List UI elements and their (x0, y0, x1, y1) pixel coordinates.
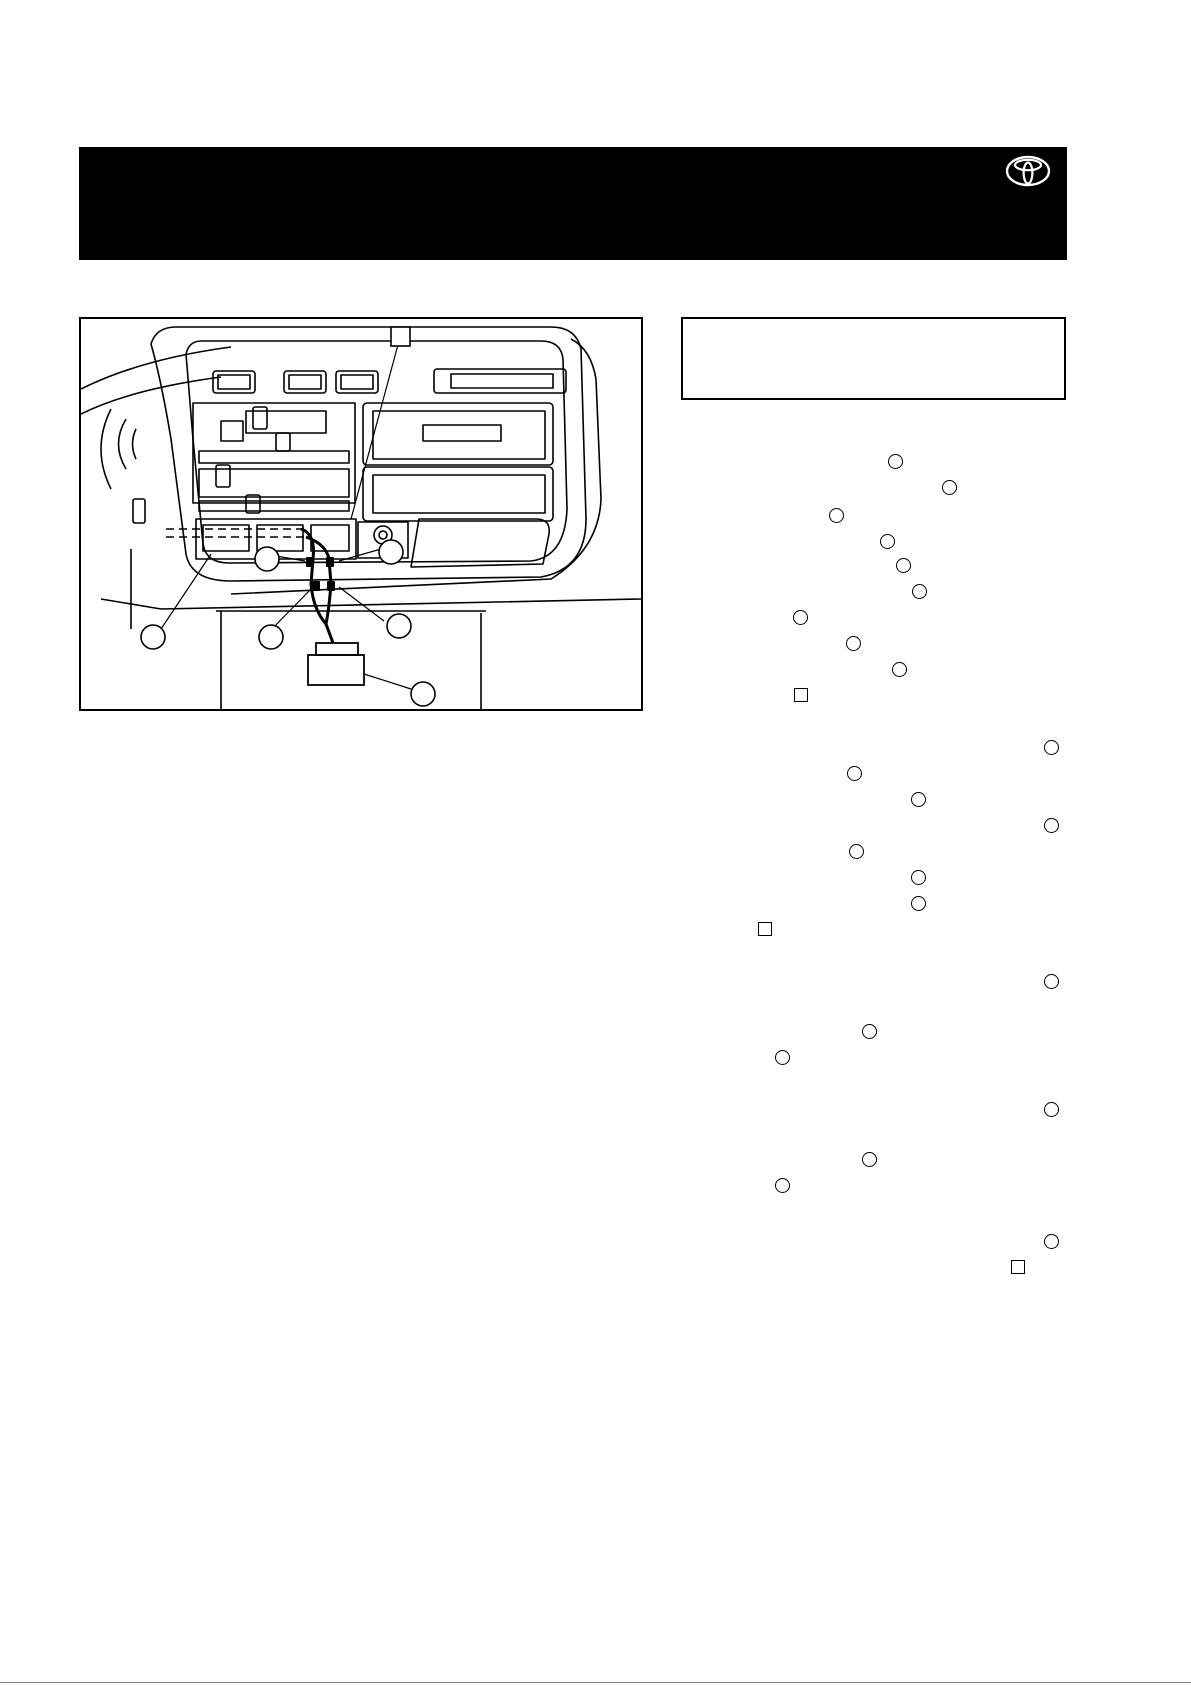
square-reference-icon (758, 922, 772, 936)
circle-reference-icon (1044, 818, 1059, 833)
circle-reference-icon (888, 454, 903, 469)
circle-reference-icon (849, 844, 864, 859)
step-list (681, 440, 1067, 1280)
callout-circle (141, 625, 165, 649)
circle-reference-icon (880, 534, 895, 549)
circle-reference-icon (911, 792, 926, 807)
circle-reference-icon (911, 870, 926, 885)
callout-circle (379, 540, 403, 564)
callout-circle (387, 614, 411, 638)
circle-reference-icon (1044, 740, 1059, 755)
callout-circle (411, 682, 435, 706)
circle-reference-icon (846, 636, 861, 651)
circle-reference-icon (1044, 1234, 1059, 1249)
dashboard-illustration (81, 319, 643, 711)
page-header-bar (79, 147, 1067, 260)
toyota-logo-icon (1005, 155, 1051, 187)
circle-reference-icon (912, 584, 927, 599)
square-reference-icon (794, 688, 808, 702)
circle-reference-icon (942, 480, 957, 495)
circle-reference-icon (829, 508, 844, 523)
circle-reference-icon (847, 766, 862, 781)
circle-reference-icon (892, 662, 907, 677)
circle-reference-icon (896, 558, 911, 573)
circle-reference-icon (911, 896, 926, 911)
caption-box (681, 317, 1066, 400)
circle-reference-icon (862, 1024, 877, 1039)
circle-reference-icon (775, 1050, 790, 1065)
reference-square-callout (391, 327, 410, 346)
page-bottom-rule (0, 1682, 1191, 1683)
square-reference-icon (1011, 1260, 1025, 1274)
callout-circle (255, 547, 279, 571)
callout-circle (259, 625, 283, 649)
circle-reference-icon (775, 1178, 790, 1193)
circle-reference-icon (1044, 974, 1059, 989)
dashboard-figure (79, 317, 643, 711)
circle-reference-icon (793, 610, 808, 625)
circle-reference-icon (862, 1152, 877, 1167)
circle-reference-icon (1044, 1102, 1059, 1117)
